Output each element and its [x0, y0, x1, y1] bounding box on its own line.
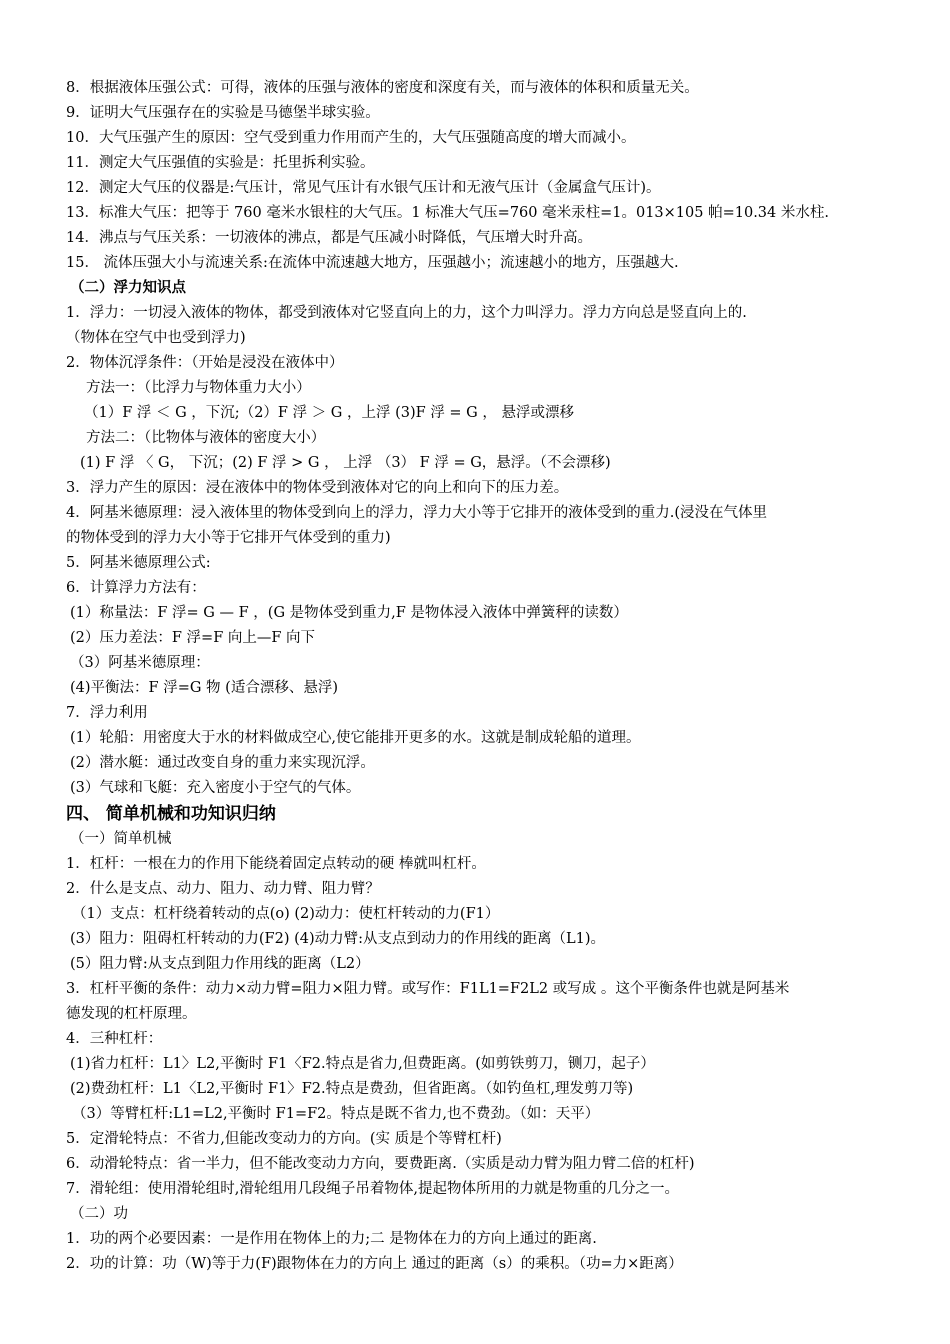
text-line: (1）称量法：F 浮= G — F ，(G 是物体受到重力,F 是物体浸入液体中弹簧秤的读数） — [70, 605, 628, 621]
text-line: 7．滑轮组：使用滑轮组时,滑轮组用几段绳子吊着物体,提起物体所用的力就是物重的几分之一。 — [66, 1181, 679, 1197]
text-line: (3）阻力：阻碍杠杆转动的力(F2) (4)动力臂:从支点到动力的作用线的距离（L1)。 — [70, 931, 606, 947]
text-line: (2）潜水艇：通过改变自身的重力来实现沉浮。 — [70, 755, 375, 771]
text-line: 5．阿基米德原理公式: — [66, 555, 211, 571]
text-line: (1）轮船：用密度大于水的材料做成空心,使它能排开更多的水。这就是制成轮船的道理。 — [70, 730, 641, 746]
text-line: 14．沸点与气压关系：一切液体的沸点，都是气压减小时降低，气压增大时升高。 — [66, 230, 592, 246]
text-line: （1）F 浮 ＜ G ，下沉;（2）F 浮 ＞ G ，上浮 (3)F 浮 = G ， 悬浮或漂移 — [84, 405, 574, 421]
text-line: 德发现的杠杆原理。 — [66, 1006, 197, 1022]
text-line: (1)省力杠杆：L1〉L2,平衡时 F1〈F2.特点是省力,但费距离。(如剪铁剪刀，铡刀，起子） — [70, 1056, 655, 1072]
text-line: 3．浮力产生的原因：浸在液体中的物体受到液体对它的向上和向下的压力差。 — [66, 480, 569, 496]
text-line: （物体在空气中也受到浮力) — [66, 330, 246, 346]
document-body — [66, 76, 886, 1277]
text-line: （二）功 — [70, 1206, 128, 1222]
text-line: (2）压力差法：F 浮=F 向上—F 向下 — [70, 630, 316, 646]
text-line: 12．测定大气压的仪器是:气压计，常见气压计有水银气压计和无液气压计（金属盒气压计)。 — [66, 180, 661, 196]
text-line: 7．浮力利用 — [66, 705, 148, 721]
text-line: 方法一：（比浮力与物体重力大小） — [86, 380, 311, 396]
text-line: 2．功的计算：功（W)等于力(F)跟物体在力的方向上 通过的距离（s）的乘积。（功=力×距离） — [66, 1256, 683, 1272]
text-line: (2)费劲杠杆：L1〈L2,平衡时 F1〉F2.特点是费劲，但省距离。（如钓鱼杠,理发剪刀等) — [70, 1081, 634, 1097]
text-line: 9．证明大气压强存在的实验是马德堡半球实验。 — [66, 105, 380, 121]
text-line: 8．根据液体压强公式：可得，液体的压强与液体的密度和深度有关，而与液体的体积和质量无关。 — [66, 80, 699, 96]
text-line: （一）简单机械 — [70, 831, 172, 847]
text-line: 6．计算浮力方法有： — [66, 580, 206, 596]
text-line: (3）气球和飞艇：充入密度小于空气的气体。 — [70, 780, 361, 796]
text-line: 13．标准大气压：把等于 760 毫米水银柱的大气压。1 标准大气压=760 毫米汞柱=1。013×105 帕=10.34 米水柱. — [66, 205, 829, 221]
text-line: 方法二：（比物体与液体的密度大小） — [86, 430, 326, 446]
section-heading: （二）浮力知识点 — [70, 280, 186, 296]
text-line: （3）阿基米德原理： — [70, 655, 210, 671]
text-line: 1．功的两个必要因素：一是作用在物体上的力;二 是物体在力的方向上通过的距离. — [66, 1231, 597, 1247]
text-line: 2．物体沉浮条件：（开始是浸没在液体中） — [66, 355, 344, 371]
text-line: 1．杠杆：一根在力的作用下能绕着固定点转动的硬 棒就叫杠杆。 — [66, 856, 486, 872]
text-line: 4．阿基米德原理：浸入液体里的物体受到向上的浮力，浮力大小等于它排开的液体受到的重力.(浸没在气体里 — [66, 505, 767, 521]
text-line: 5．定滑轮特点：不省力,但能改变动力的方向。(实 质是个等臂杠杆) — [66, 1131, 502, 1147]
text-line: 2．什么是支点、动力、阻力、动力臂、阻力臂？ — [66, 881, 380, 897]
text-line: 10．大气压强产生的原因：空气受到重力作用而产生的，大气压强随高度的增大而减小。 — [66, 130, 636, 146]
section-heading: 四、 简单机械和功知识归纳 — [66, 804, 276, 824]
text-line: 11．测定大气压强值的实验是：托里拆利实验。 — [66, 155, 375, 171]
text-line: 4．三种杠杆： — [66, 1031, 163, 1047]
text-line: 15． 流体压强大小与流速关系:在流体中流速越大地方，压强越小；流速越小的地方，压强越大. — [66, 255, 679, 271]
text-line: (1) F 浮 〈 G， 下沉；(2) F 浮 > G ， 上浮 （3） F 浮 = G，悬浮。（不会漂移) — [80, 455, 611, 471]
text-line: 3．杠杆平衡的条件：动力×动力臂=阻力×阻力臂。或写作：F1L1=F2L2 或写成 。这个平衡条件也就是阿基米 — [66, 981, 790, 997]
text-line: （1）支点：杠杆绕着转动的点(o) (2)动力：使杠杆转动的力(F1） — [72, 906, 500, 922]
text-line: 的物体受到的浮力大小等于它排开气体受到的重力) — [66, 530, 391, 546]
text-line: 1．浮力：一切浸入液体的物体，都受到液体对它竖直向上的力，这个力叫浮力。浮力方向总是竖直向上的. — [66, 305, 747, 321]
text-line: 6．动滑轮特点：省一半力，但不能改变动力方向，要费距离.（实质是动力臂为阻力臂二倍的杠杆) — [66, 1156, 695, 1172]
text-line: （3）等臂杠杆:L1=L2,平衡时 F1=F2。特点是既不省力,也不费劲。（如：天平） — [72, 1106, 600, 1122]
text-line: (5）阻力臂:从支点到阻力作用线的距离（L2） — [70, 956, 370, 972]
text-line: (4)平衡法：F 浮=G 物 (适合漂移、悬浮) — [70, 680, 338, 696]
